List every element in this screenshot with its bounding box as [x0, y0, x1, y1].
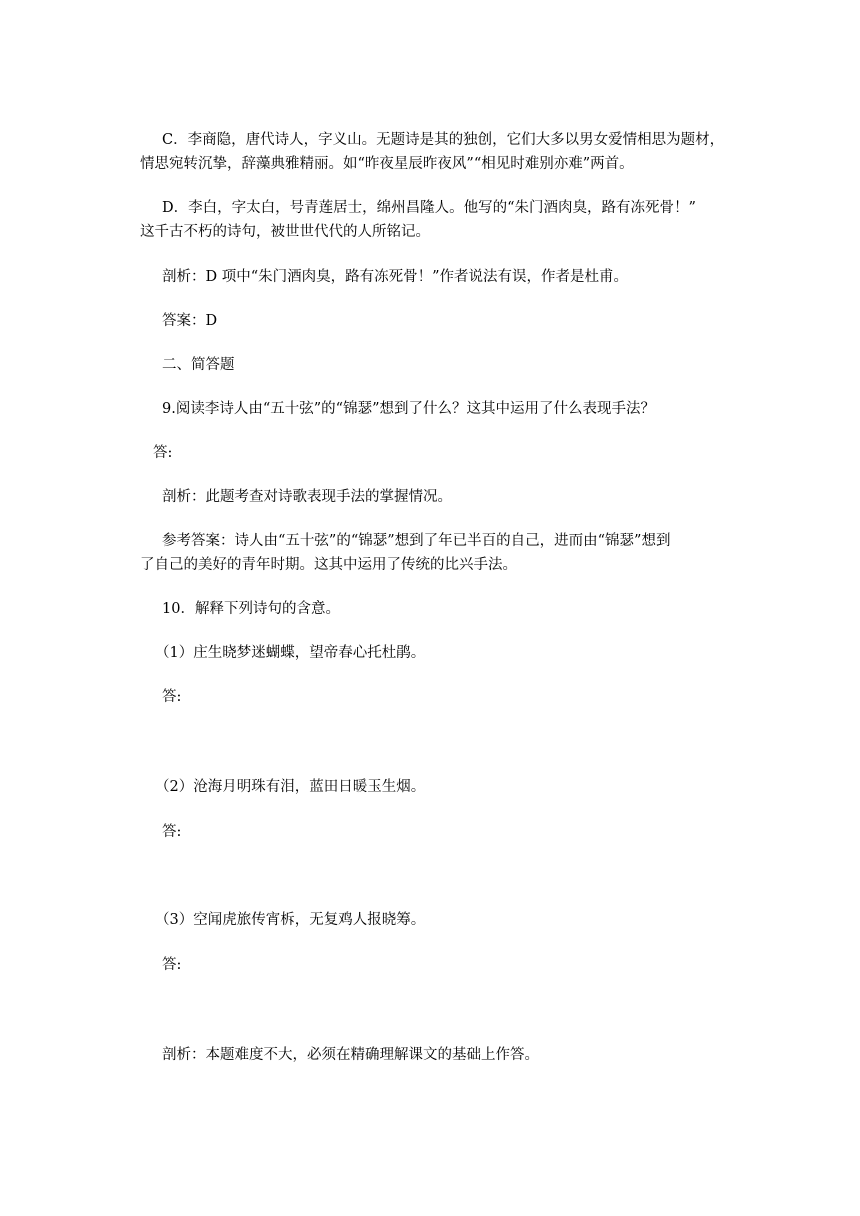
option-c-line2: 情思宛转沉挚，辞藻典雅精丽。如“昨夜星辰昨夜风”“相见时难别亦难”两首。	[140, 156, 634, 172]
answer-9-label: 答:	[153, 445, 173, 461]
analysis-8: 剖析：D 项中“朱门酒肉臭，路有冻死骨！”作者说法有误，作者是杜甫。	[162, 269, 629, 285]
sub-answer-1-label: 答:	[162, 689, 182, 705]
section-heading: 二、简答题	[162, 357, 235, 373]
option-d-line2: 这千古不朽的诗句，被世世代代的人所铭记。	[140, 224, 430, 240]
answer-8: 答案：D	[162, 313, 218, 329]
reference-9-line1: 参考答案：诗人由“五十弦”的“锦瑟”想到了年已半百的自己，进而由“锦瑟”想到	[162, 533, 671, 549]
analysis-9: 剖析：此题考查对诗歌表现手法的掌握情况。	[162, 489, 452, 505]
sub-answer-2-label: 答:	[162, 824, 182, 840]
sub-question-1: （1）庄生晓梦迷蝴蝶，望帝春心托杜鹃。	[155, 645, 426, 661]
question-10: 10．解释下列诗句的含意。	[162, 601, 340, 617]
sub-question-3: （3）空闻虎旅传宵柝，无复鸡人报晓筹。	[155, 912, 426, 928]
question-9: 9.阅读李诗人由“五十弦”的“锦瑟”想到了什么？这其中运用了什么表现手法？	[162, 401, 655, 417]
sub-question-2: （2）沧海月明珠有泪，蓝田日暖玉生烟。	[155, 779, 426, 795]
reference-9-line2: 了自己的美好的青年时期。这其中运用了传统的比兴手法。	[140, 557, 517, 573]
option-c-line1: C．李商隐，唐代诗人，字义山。无题诗是其的独创，它们大多以男女爱情相思为题材，	[162, 132, 725, 148]
analysis-10: 剖析：本题难度不大，必须在精确理解课文的基础上作答。	[162, 1047, 539, 1063]
sub-answer-3-label: 答:	[162, 957, 182, 973]
option-d-line1: D．李白，字太白，号青莲居士，绵州昌隆人。他写的“朱门酒肉臭，路有冻死骨！”	[162, 200, 696, 216]
